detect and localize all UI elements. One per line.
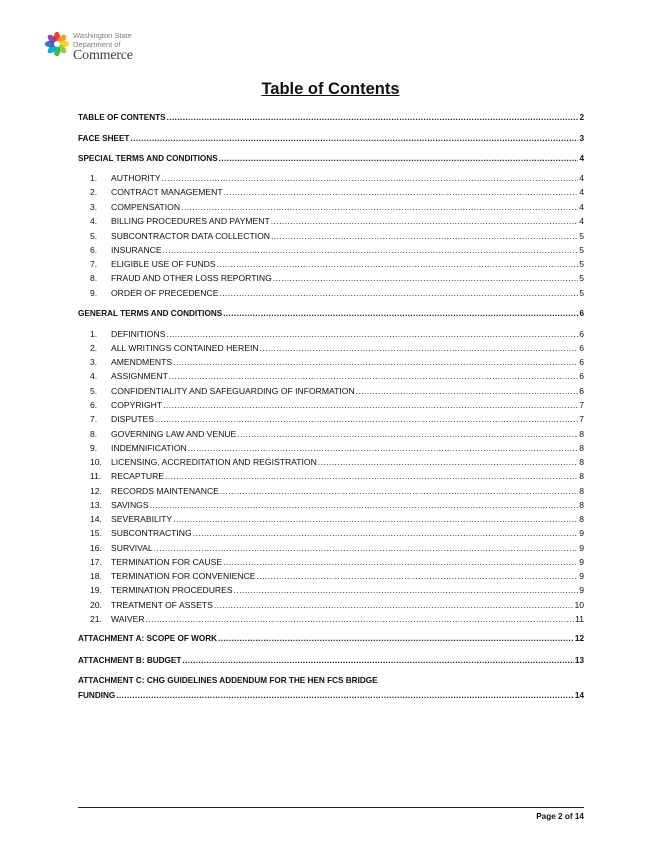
toc-entry-page: 8: [579, 457, 584, 467]
logo-line-1: Washington State: [73, 31, 132, 40]
toc-entry-page: 6: [579, 329, 584, 339]
toc-subentry[interactable]: [90, 499, 584, 511]
toc-entry-page: 9: [579, 528, 584, 538]
toc-entry-page: 7: [579, 400, 584, 410]
toc-entry-page: 5: [579, 273, 584, 283]
toc-entry-page: 9: [579, 571, 584, 581]
toc-entry-number: 2.: [90, 187, 98, 197]
toc-entry-page: 5: [579, 231, 584, 241]
toc-entry-number: 6.: [90, 245, 98, 255]
dot-leader: [188, 443, 578, 454]
dot-leader: [162, 173, 579, 184]
toc-entry-title: SUBCONTRACTOR DATA COLLECTION: [111, 231, 271, 241]
dot-leader: [219, 153, 579, 164]
toc-entry-number: 6.: [90, 400, 98, 410]
toc-entry-page: 13: [574, 656, 584, 665]
logo-center: [54, 41, 60, 47]
toc-subentry[interactable]: [90, 385, 584, 397]
toc-entry-page: 6: [579, 357, 584, 367]
toc-entry-title: TERMINATION PROCEDURES: [111, 585, 233, 595]
toc-subentry[interactable]: [90, 215, 584, 227]
toc-subentry[interactable]: [90, 244, 584, 256]
toc-entry-number: 21.: [90, 614, 102, 624]
toc-entry-title: SEVERABILITY: [111, 514, 173, 524]
toc-subentry[interactable]: [90, 542, 584, 554]
toc-subentry[interactable]: [90, 556, 584, 568]
toc-entry-number: 15.: [90, 528, 102, 538]
toc-entry-title: COPYRIGHT: [111, 400, 163, 410]
toc-entry-number: 1.: [90, 173, 98, 183]
toc-entry-page: 8: [579, 443, 584, 453]
toc-entry-title: BILLING PROCEDURES AND PAYMENT: [111, 216, 270, 226]
toc-subentry[interactable]: [90, 342, 584, 354]
toc-entry-title: AMENDMENTS: [111, 357, 173, 367]
toc-entry[interactable]: [78, 111, 584, 123]
toc-subentry[interactable]: [90, 328, 584, 340]
toc-entry-title: SPECIAL TERMS AND CONDITIONS: [78, 154, 218, 163]
toc-entry-number: 14.: [90, 514, 102, 524]
dot-leader: [273, 273, 578, 284]
toc-entry-page: 8: [579, 486, 584, 496]
toc-entry[interactable]: [78, 152, 584, 164]
toc-entry-number: 7.: [90, 414, 98, 424]
dot-leader: [271, 231, 578, 242]
toc-entry-page: 6: [579, 371, 584, 381]
toc-entry-page: 11: [575, 614, 584, 624]
dot-leader: [224, 187, 579, 198]
toc-entry-page: 9: [579, 585, 584, 595]
toc-entry-title: CONTRACT MANAGEMENT: [111, 187, 223, 197]
toc-entry-title: DEFINITIONS: [111, 329, 166, 339]
dot-leader: [163, 245, 579, 256]
toc-subentry[interactable]: [90, 172, 584, 184]
toc-entry-title: SUBCONTRACTING: [111, 528, 192, 538]
toc-entry-page: 14: [574, 691, 584, 700]
dot-leader: [116, 690, 574, 701]
footer-divider: [78, 807, 584, 808]
toc-entry-page: 5: [579, 288, 584, 298]
toc-entry-title: WAIVER: [111, 614, 145, 624]
toc-entry-page: 8: [579, 429, 584, 439]
toc-entry-number: 5.: [90, 231, 98, 241]
toc-entry-page: 5: [579, 245, 584, 255]
toc-entry-title: GENERAL TERMS AND CONDITIONS: [78, 309, 223, 318]
dot-leader: [218, 633, 574, 644]
toc-subentry[interactable]: [90, 599, 584, 611]
dot-leader: [219, 288, 578, 299]
dot-leader: [166, 329, 578, 340]
dot-leader: [271, 216, 579, 227]
dot-leader: [150, 500, 579, 511]
toc-entry-title: TABLE OF CONTENTS: [78, 113, 166, 122]
toc-entry-number: 7.: [90, 259, 98, 269]
toc-subentry[interactable]: [90, 272, 584, 284]
toc-entry-title: CONFIDENTIALITY AND SAFEGUARDING OF INFORMATION: [111, 386, 355, 396]
dot-leader: [163, 400, 578, 411]
toc-entry[interactable]: [78, 132, 584, 144]
toc-entry-page: 2: [579, 113, 584, 122]
toc-entry-title: AUTHORITY: [111, 173, 161, 183]
toc-entry-number: 4.: [90, 371, 98, 381]
page-title: Table of Contents: [261, 80, 400, 98]
toc-subentry[interactable]: [90, 201, 584, 213]
dot-leader: [223, 308, 578, 319]
page-number: Page 2 of 14: [536, 812, 584, 821]
toc-entry-page: 3: [579, 134, 584, 143]
toc-entry-page: 6: [579, 309, 584, 318]
toc-entry-title: TERMINATION FOR CAUSE: [111, 557, 223, 567]
toc-subentry[interactable]: [90, 456, 584, 468]
toc-subentry[interactable]: [90, 230, 584, 242]
toc-subentry[interactable]: [90, 370, 584, 382]
dot-leader: [223, 557, 578, 568]
toc-entry-number: 20.: [90, 600, 102, 610]
toc-subentry[interactable]: [90, 399, 584, 411]
toc-subentry[interactable]: [90, 613, 584, 625]
toc-subentry[interactable]: [90, 413, 584, 425]
toc-entry-page: 6: [579, 386, 584, 396]
toc-entry-title: INSURANCE: [111, 245, 162, 255]
toc-entry-title: ASSIGNMENT: [111, 371, 168, 381]
toc-entry-title: RECORDS MAINTENANCE: [111, 486, 219, 496]
toc-entry-page: 7: [579, 414, 584, 424]
toc-entry-title: FACE SHEET: [78, 134, 130, 143]
toc-entry-page: 4: [579, 216, 584, 226]
toc-subentry[interactable]: [90, 258, 584, 270]
toc-entry-number: 11.: [90, 471, 102, 481]
toc-subentry[interactable]: [90, 428, 584, 440]
toc-entry-title: ELIGIBLE USE OF FUNDS: [111, 259, 216, 269]
toc-subentry[interactable]: [90, 442, 584, 454]
dot-leader: [214, 600, 574, 611]
toc-subentry[interactable]: [90, 356, 584, 368]
toc-entry-title-line1[interactable]: ATTACHMENT C: CHG GUIDELINES ADDENDUM FOR THE HEN FCS BRIDGE: [78, 676, 378, 685]
toc-subentry[interactable]: [90, 287, 584, 299]
toc-entry-title: ALL WRITINGS CONTAINED HEREIN: [111, 343, 259, 353]
dot-leader: [237, 429, 578, 440]
dot-leader: [155, 414, 578, 425]
dot-leader: [173, 514, 578, 525]
toc-subentry[interactable]: [90, 570, 584, 582]
toc-entry-title: LICENSING, ACCREDITATION AND REGISTRATION: [111, 457, 317, 467]
toc-entry-title: GOVERNING LAW AND VENUE: [111, 429, 237, 439]
toc-entry-number: 12.: [90, 486, 102, 496]
toc-entry-number: 9.: [90, 443, 98, 453]
logo-line-2: Department of: [73, 39, 121, 49]
toc-entry-page: 4: [579, 154, 584, 163]
dot-leader: [220, 486, 578, 497]
toc-entry-title: ATTACHMENT B: BUDGET: [78, 656, 182, 665]
toc-entry[interactable]: [78, 307, 584, 319]
dot-leader: [234, 585, 579, 596]
toc-entry-number: 4.: [90, 216, 98, 226]
toc-entry-number: 18.: [90, 571, 102, 581]
dot-leader: [165, 471, 578, 482]
toc-entry[interactable]: [78, 632, 584, 644]
dot-leader: [257, 571, 579, 582]
toc-entry-number: 2.: [90, 343, 98, 353]
dot-leader: [167, 112, 579, 123]
dot-leader: [181, 202, 578, 213]
toc-subentry[interactable]: [90, 527, 584, 539]
toc-entry-title: FUNDING: [78, 691, 116, 700]
toc-entry-page: 4: [579, 187, 584, 197]
dot-leader: [193, 528, 579, 539]
toc-entry-page: 5: [579, 259, 584, 269]
dot-leader: [154, 543, 579, 554]
toc-entry-page: 4: [579, 202, 584, 212]
toc-entry-number: 1.: [90, 329, 98, 339]
toc-subentry[interactable]: [90, 584, 584, 596]
toc-entry-title: TERMINATION FOR CONVENIENCE: [111, 571, 256, 581]
dot-leader: [173, 357, 578, 368]
toc-entry-number: 17.: [90, 557, 102, 567]
toc-entry-page: 8: [579, 500, 584, 510]
toc-entry-number: 10.: [90, 457, 102, 467]
dot-leader: [356, 386, 579, 397]
toc-entry-page: 4: [579, 173, 584, 183]
toc-entry-title: SAVINGS: [111, 500, 149, 510]
dot-leader: [146, 614, 574, 625]
toc-entry-number: 16.: [90, 543, 102, 553]
toc-entry[interactable]: [78, 654, 584, 666]
toc-subentry[interactable]: [90, 513, 584, 525]
dot-leader: [217, 259, 579, 270]
toc-entry-number: 9.: [90, 288, 98, 298]
toc-entry-page: 8: [579, 471, 584, 481]
commerce-logo-icon: [44, 31, 70, 57]
dot-leader: [182, 655, 574, 666]
toc-entry-page: 9: [579, 543, 584, 553]
toc-entry-title: SURVIVAL: [111, 543, 153, 553]
toc-entry-number: 13.: [90, 500, 102, 510]
commerce-logo: [44, 31, 144, 65]
toc-subentry[interactable]: [90, 485, 584, 497]
toc-entry-title: RECAPTURE: [111, 471, 165, 481]
toc-entry-number: 3.: [90, 202, 98, 212]
toc-entry-page: 8: [579, 514, 584, 524]
toc-entry-number: 19.: [90, 585, 102, 595]
dot-leader: [169, 371, 578, 382]
toc-entry-page: 12: [574, 634, 584, 643]
toc-entry-title: INDEMNIFICATION: [111, 443, 187, 453]
toc-entry-number: 5.: [90, 386, 98, 396]
toc-entry-page: 9: [579, 557, 584, 567]
toc-subentry[interactable]: [90, 186, 584, 198]
dot-leader: [260, 343, 579, 354]
toc-entry-title: ATTACHMENT A: SCOPE OF WORK: [78, 634, 218, 643]
dot-leader: [318, 457, 578, 468]
toc-entry-title: COMPENSATION: [111, 202, 181, 212]
toc-entry-title: DISPUTES: [111, 414, 154, 424]
toc-entry-title: TREATMENT OF ASSETS: [111, 600, 213, 610]
toc-entry-number: 3.: [90, 357, 98, 367]
toc-subentry[interactable]: [90, 470, 584, 482]
dot-leader: [130, 133, 578, 144]
toc-entry-title: ORDER OF PRECEDENCE: [111, 288, 219, 298]
toc-entry-page: 6: [579, 343, 584, 353]
logo-line-3: Commerce: [73, 48, 133, 63]
toc-entry-title: FRAUD AND OTHER LOSS REPORTING: [111, 273, 272, 283]
toc-entry-page: 10: [574, 600, 584, 610]
toc-entry[interactable]: [78, 689, 584, 701]
toc-entry-number: 8.: [90, 429, 98, 439]
toc-entry-number: 8.: [90, 273, 98, 283]
